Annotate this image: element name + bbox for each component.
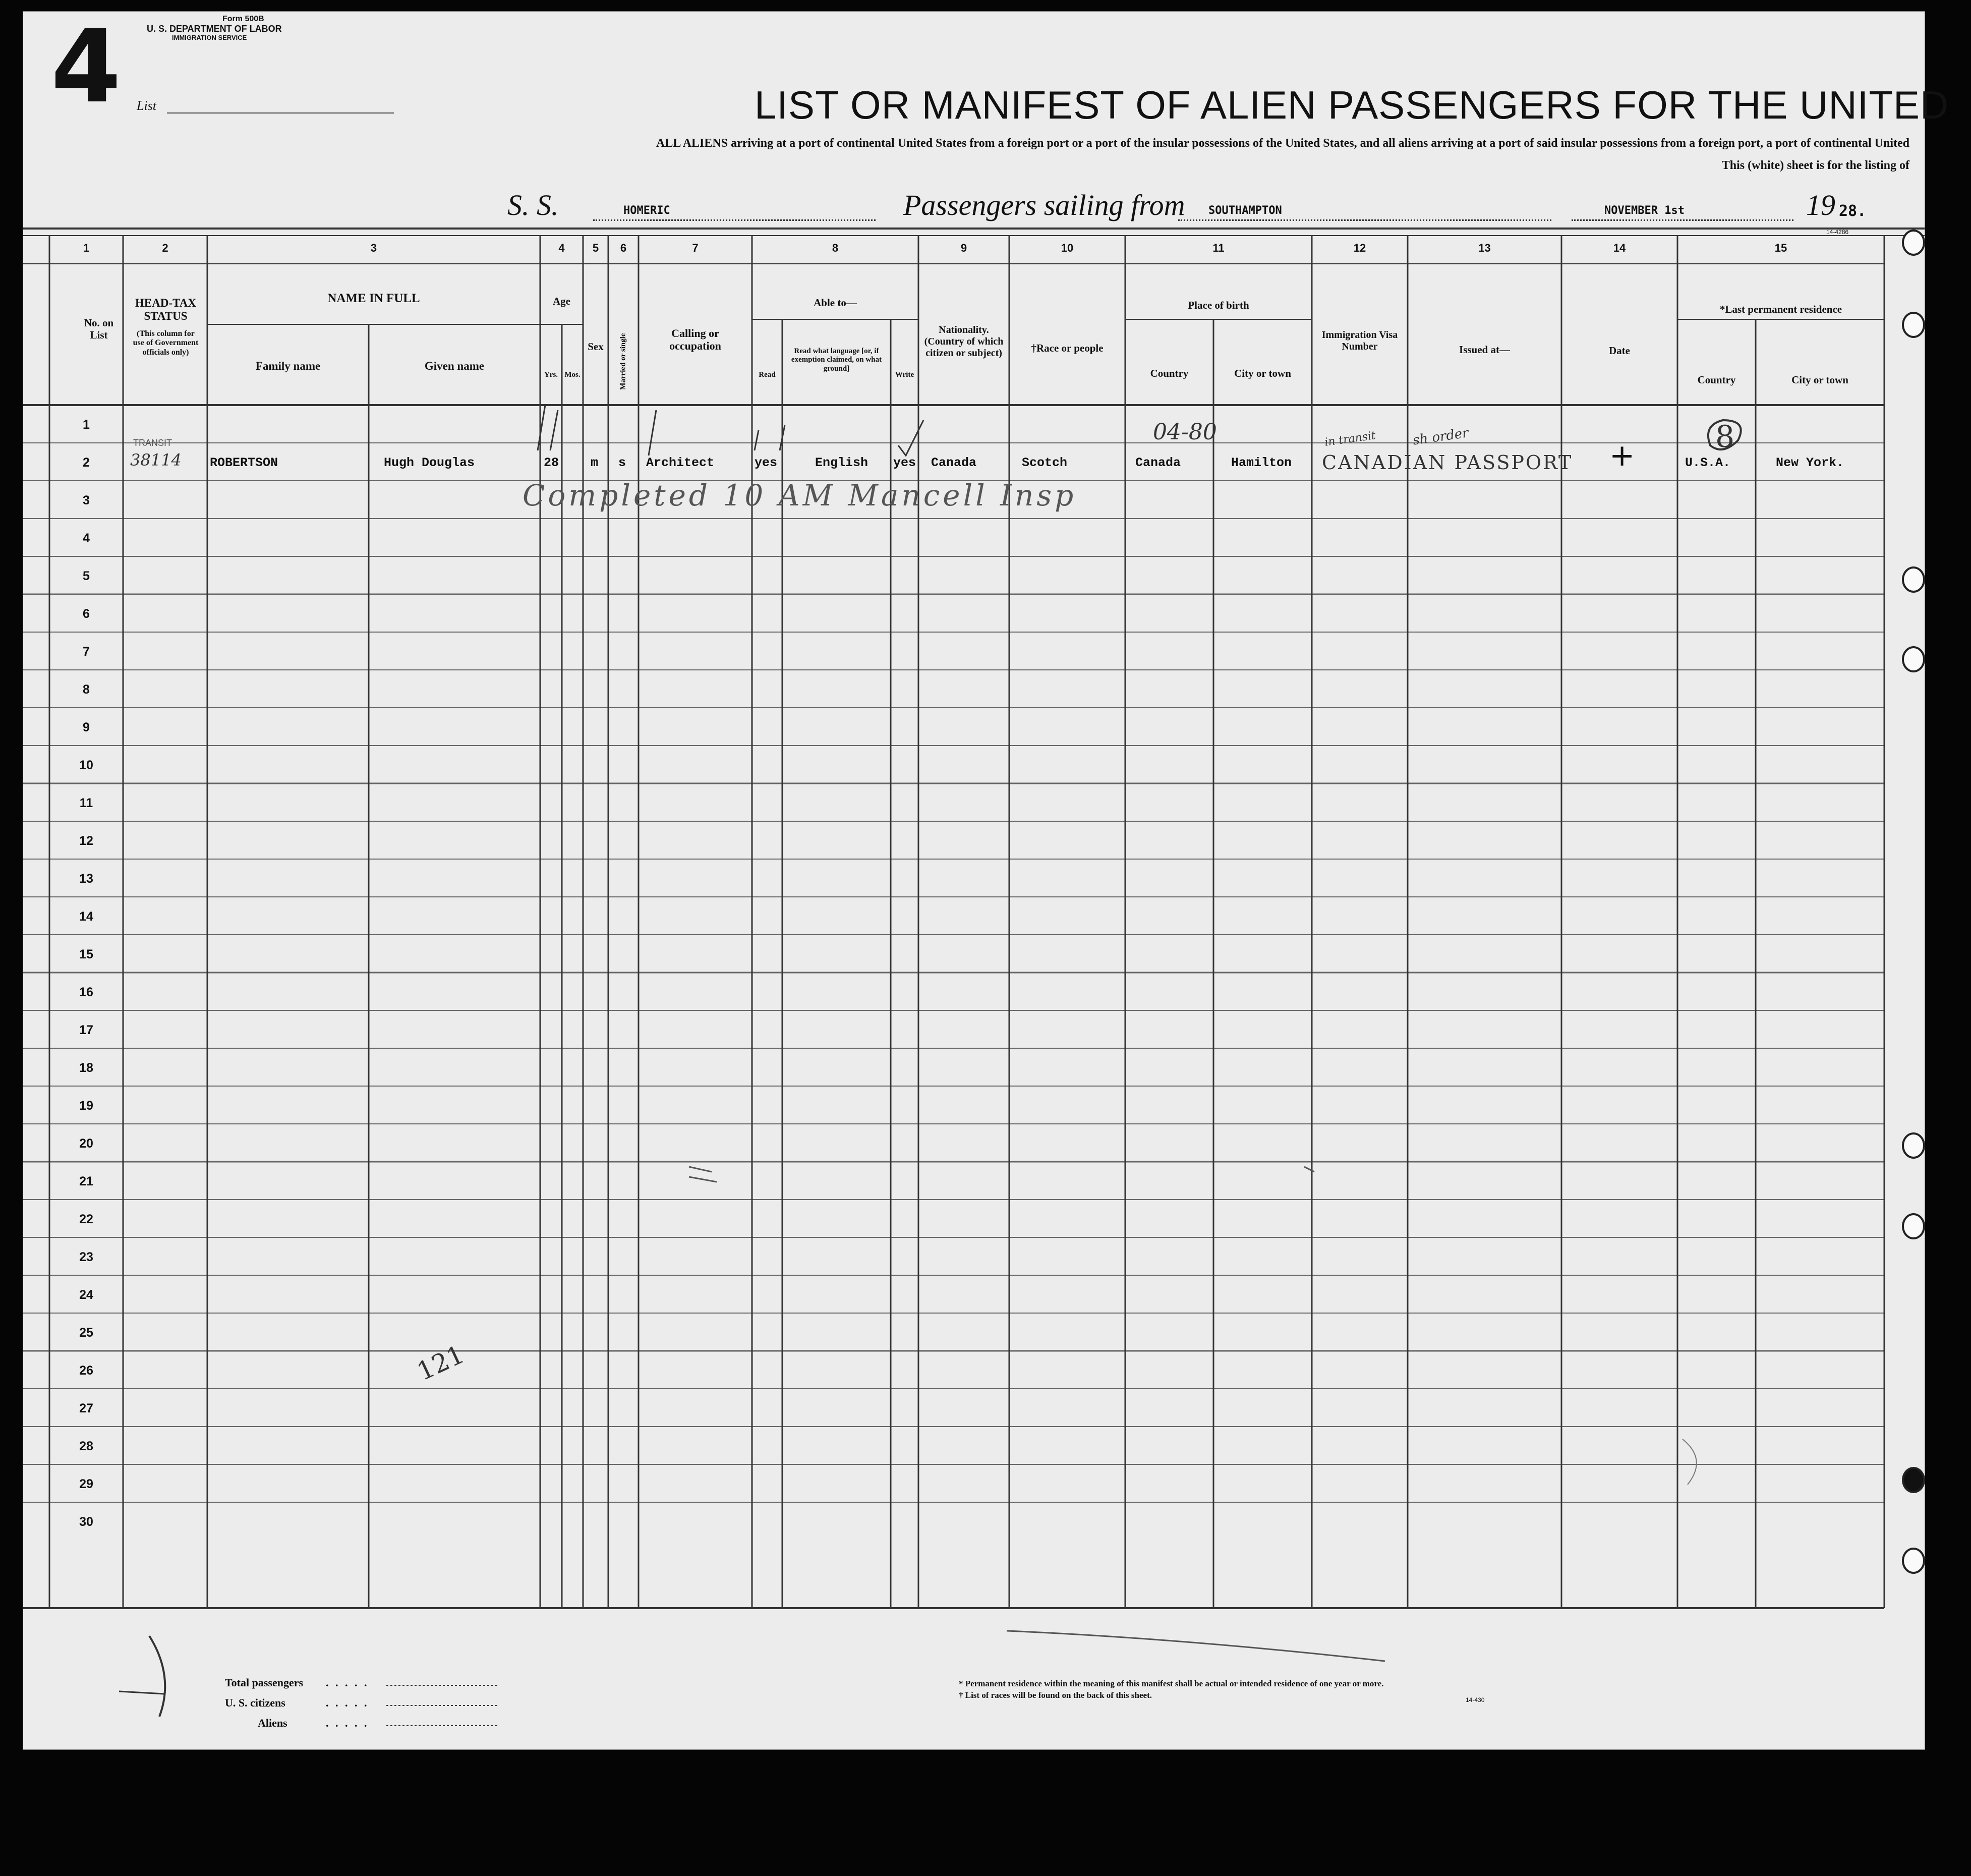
year-suffix: 28. (1839, 202, 1867, 220)
header-visa: Immigration Visa Number (1321, 329, 1398, 352)
entry-read: yes (755, 456, 778, 470)
head-tax-number: 38114 (130, 450, 182, 470)
entry-given-name: Hugh Douglas (384, 456, 475, 470)
binder-hole (1902, 1132, 1925, 1159)
row-number: 25 (79, 1326, 93, 1340)
row-number: 23 (79, 1250, 93, 1264)
column-number: 9 (960, 242, 967, 254)
header-married: Married or single (619, 333, 627, 390)
footer-note-2: † List of races will be found on the back of this sheet. (959, 1690, 1152, 1700)
row-number: 22 (79, 1212, 93, 1226)
department-label: U. S. DEPARTMENT OF LABOR (147, 24, 282, 34)
row-number: 19 (79, 1099, 93, 1113)
entry-date-mark: + (1609, 438, 1635, 473)
header-last-residence: *Last permanent residence (1719, 303, 1842, 315)
ship-label: S. S. (507, 189, 559, 221)
header-name-in-full: NAME IN FULL (327, 292, 420, 305)
row-number: 14 (79, 909, 93, 924)
entry-passport-text: CANADIAN PASSPORT (1322, 451, 1573, 474)
entry-race: Scotch (1022, 456, 1068, 470)
row-number: 28 (79, 1439, 93, 1453)
page-subtitle-2: This (white) sheet is for the listing of (1721, 159, 1909, 172)
footer-total-passengers: Total passengers (225, 1676, 304, 1689)
sailing-port: SOUTHAMPTON (1208, 204, 1282, 217)
entry-family-name: ROBERTSON (210, 456, 278, 470)
head-tax-stamp: TRANSIT (133, 438, 172, 448)
row-number: 8 (83, 683, 90, 697)
column-number: 1 (83, 242, 90, 254)
form-code: 14-4286 (1826, 229, 1849, 236)
year-prefix: 19 (1806, 189, 1835, 221)
row-number: 10 (79, 758, 93, 772)
row-number: 15 (79, 947, 93, 961)
page-title: LIST OR MANIFEST OF ALIEN PASSENGERS FOR THE UNITED (755, 83, 1949, 127)
header-read: Read (759, 371, 776, 379)
header-birth-country: Country (1150, 367, 1189, 379)
entry-issued-note: sh order (1412, 425, 1470, 448)
column-number: 6 (620, 242, 627, 254)
column-number: 12 (1353, 242, 1366, 254)
row-number: 24 (79, 1288, 93, 1302)
entry-birth-country: Canada (1135, 456, 1181, 470)
binder-hole (1902, 1213, 1925, 1239)
form-number: Form 500B (222, 15, 264, 23)
column-number: 13 (1478, 242, 1491, 254)
header-birth-city: City or town (1234, 367, 1291, 379)
column-number: 7 (692, 242, 699, 254)
entry-marital: s (618, 456, 626, 470)
footer-code: 14-430 (1466, 1696, 1485, 1703)
column-number: 2 (162, 242, 168, 254)
row-number: 16 (79, 985, 93, 999)
row-number: 2 (83, 456, 90, 470)
entry-res-city: New York. (1776, 456, 1844, 470)
entry-write: yes (893, 456, 916, 470)
header-given-name: Given name (424, 360, 485, 372)
binder-hole (1902, 566, 1925, 593)
row-number: 1 (83, 418, 90, 432)
entry-res-country: U.S.A. (1685, 456, 1731, 470)
header-nationality: Nationality. (Country of which citizen or subject) (924, 324, 1004, 359)
header-able-to: Able to— (814, 297, 857, 309)
header-head-tax: HEAD-TAX STATUS (135, 297, 196, 323)
footer-dots: . . . . . (326, 1717, 369, 1729)
row-number: 12 (79, 834, 93, 848)
entry-sex: m (591, 456, 599, 470)
footer-note-1: * Permanent residence within the meaning of this manifest shall be actual or intended residence of one year or more. (959, 1679, 1384, 1688)
row-number: 29 (79, 1477, 93, 1491)
service-label: IMMIGRATION SERVICE (172, 34, 247, 41)
binder-hole (1902, 1548, 1925, 1574)
row-number: 4 (83, 531, 90, 545)
stamp-number: 121 (413, 1339, 469, 1387)
header-write: Write (895, 371, 914, 379)
sailing-date: NOVEMBER 1st (1604, 204, 1685, 217)
header-race: †Race or people (1031, 342, 1104, 354)
header-calling: Calling or occupation (669, 327, 721, 353)
row-number: 27 (79, 1401, 93, 1415)
entry-birth-city: Hamilton (1231, 456, 1292, 470)
footer-us-citizens: U. S. citizens (225, 1696, 285, 1709)
binder-hole (1902, 1467, 1925, 1493)
row-number: 17 (79, 1023, 93, 1037)
header-issued-at: Issued at— (1459, 344, 1510, 356)
column-number: 10 (1061, 242, 1074, 254)
entry-visa-note: in transit (1323, 429, 1377, 449)
column-number: 15 (1774, 242, 1787, 254)
row-number: 13 (79, 872, 93, 886)
header-date: Date (1609, 345, 1630, 357)
column-number: 14 (1613, 242, 1626, 254)
header-place-of-birth: Place of birth (1188, 299, 1249, 311)
list-number: 4 (51, 8, 122, 126)
row-number: 20 (79, 1136, 93, 1151)
row-number: 30 (79, 1515, 93, 1529)
binder-hole (1902, 230, 1925, 256)
header-res-city: City or town (1791, 374, 1848, 386)
entry-language: English (815, 456, 868, 470)
entry-birth-code: 04-80 (1153, 419, 1217, 445)
header-head-tax-note: (This column for use of Government officials only) (133, 329, 199, 357)
entry-res-code: 8 (1715, 419, 1735, 454)
binder-hole (1902, 646, 1925, 672)
footer-dots: . . . . . (326, 1696, 369, 1709)
header-no-on-list: No. on List (84, 317, 114, 342)
footer-aliens: Aliens (258, 1717, 287, 1729)
manifest-sheet (23, 8, 1949, 1750)
row-number: 7 (83, 645, 90, 659)
completed-annotation: Completed 10 AM Mancell Insp (523, 478, 1077, 513)
header-read-language: Read what language [or, if exemption claimed, on what ground] (791, 347, 882, 373)
column-number: 4 (558, 242, 565, 254)
row-number: 26 (79, 1363, 93, 1378)
column-number: 11 (1212, 242, 1225, 254)
row-number: 21 (79, 1174, 93, 1188)
column-number: 5 (592, 242, 599, 254)
row-number: 9 (83, 720, 90, 734)
binder-hole (1902, 312, 1925, 338)
header-mos: Mos. (564, 371, 581, 379)
row-number: 6 (83, 607, 90, 621)
row-number: 3 (83, 493, 90, 507)
header-res-country: Country (1697, 374, 1736, 386)
sailing-label: Passengers sailing from (903, 189, 1185, 221)
page-subtitle: ALL ALIENS arriving at a port of continental United States from a foreign port or a port of the insular possessions of the United States, and all aliens arriving at a port of said insular possessions from a foreign port, a port of continental United (656, 137, 1909, 150)
entry-nationality: Canada (931, 456, 977, 470)
column-number: 8 (832, 242, 839, 254)
header-age: Age (553, 295, 570, 307)
row-number: 18 (79, 1061, 93, 1075)
header-family-name: Family name (255, 360, 321, 372)
footer-dots: . . . . . (326, 1676, 369, 1689)
entry-age-yrs: 28 (544, 456, 559, 470)
list-label: List (137, 98, 157, 113)
ship-name: HOMERIC (623, 204, 670, 217)
header-yrs: Yrs. (544, 371, 558, 379)
manifest-grid (23, 8, 1949, 1749)
row-number: 5 (83, 569, 90, 583)
column-number: 3 (370, 242, 377, 254)
entry-occupation: Architect (646, 456, 715, 470)
row-number: 11 (79, 796, 93, 810)
header-sex: Sex (588, 340, 604, 353)
